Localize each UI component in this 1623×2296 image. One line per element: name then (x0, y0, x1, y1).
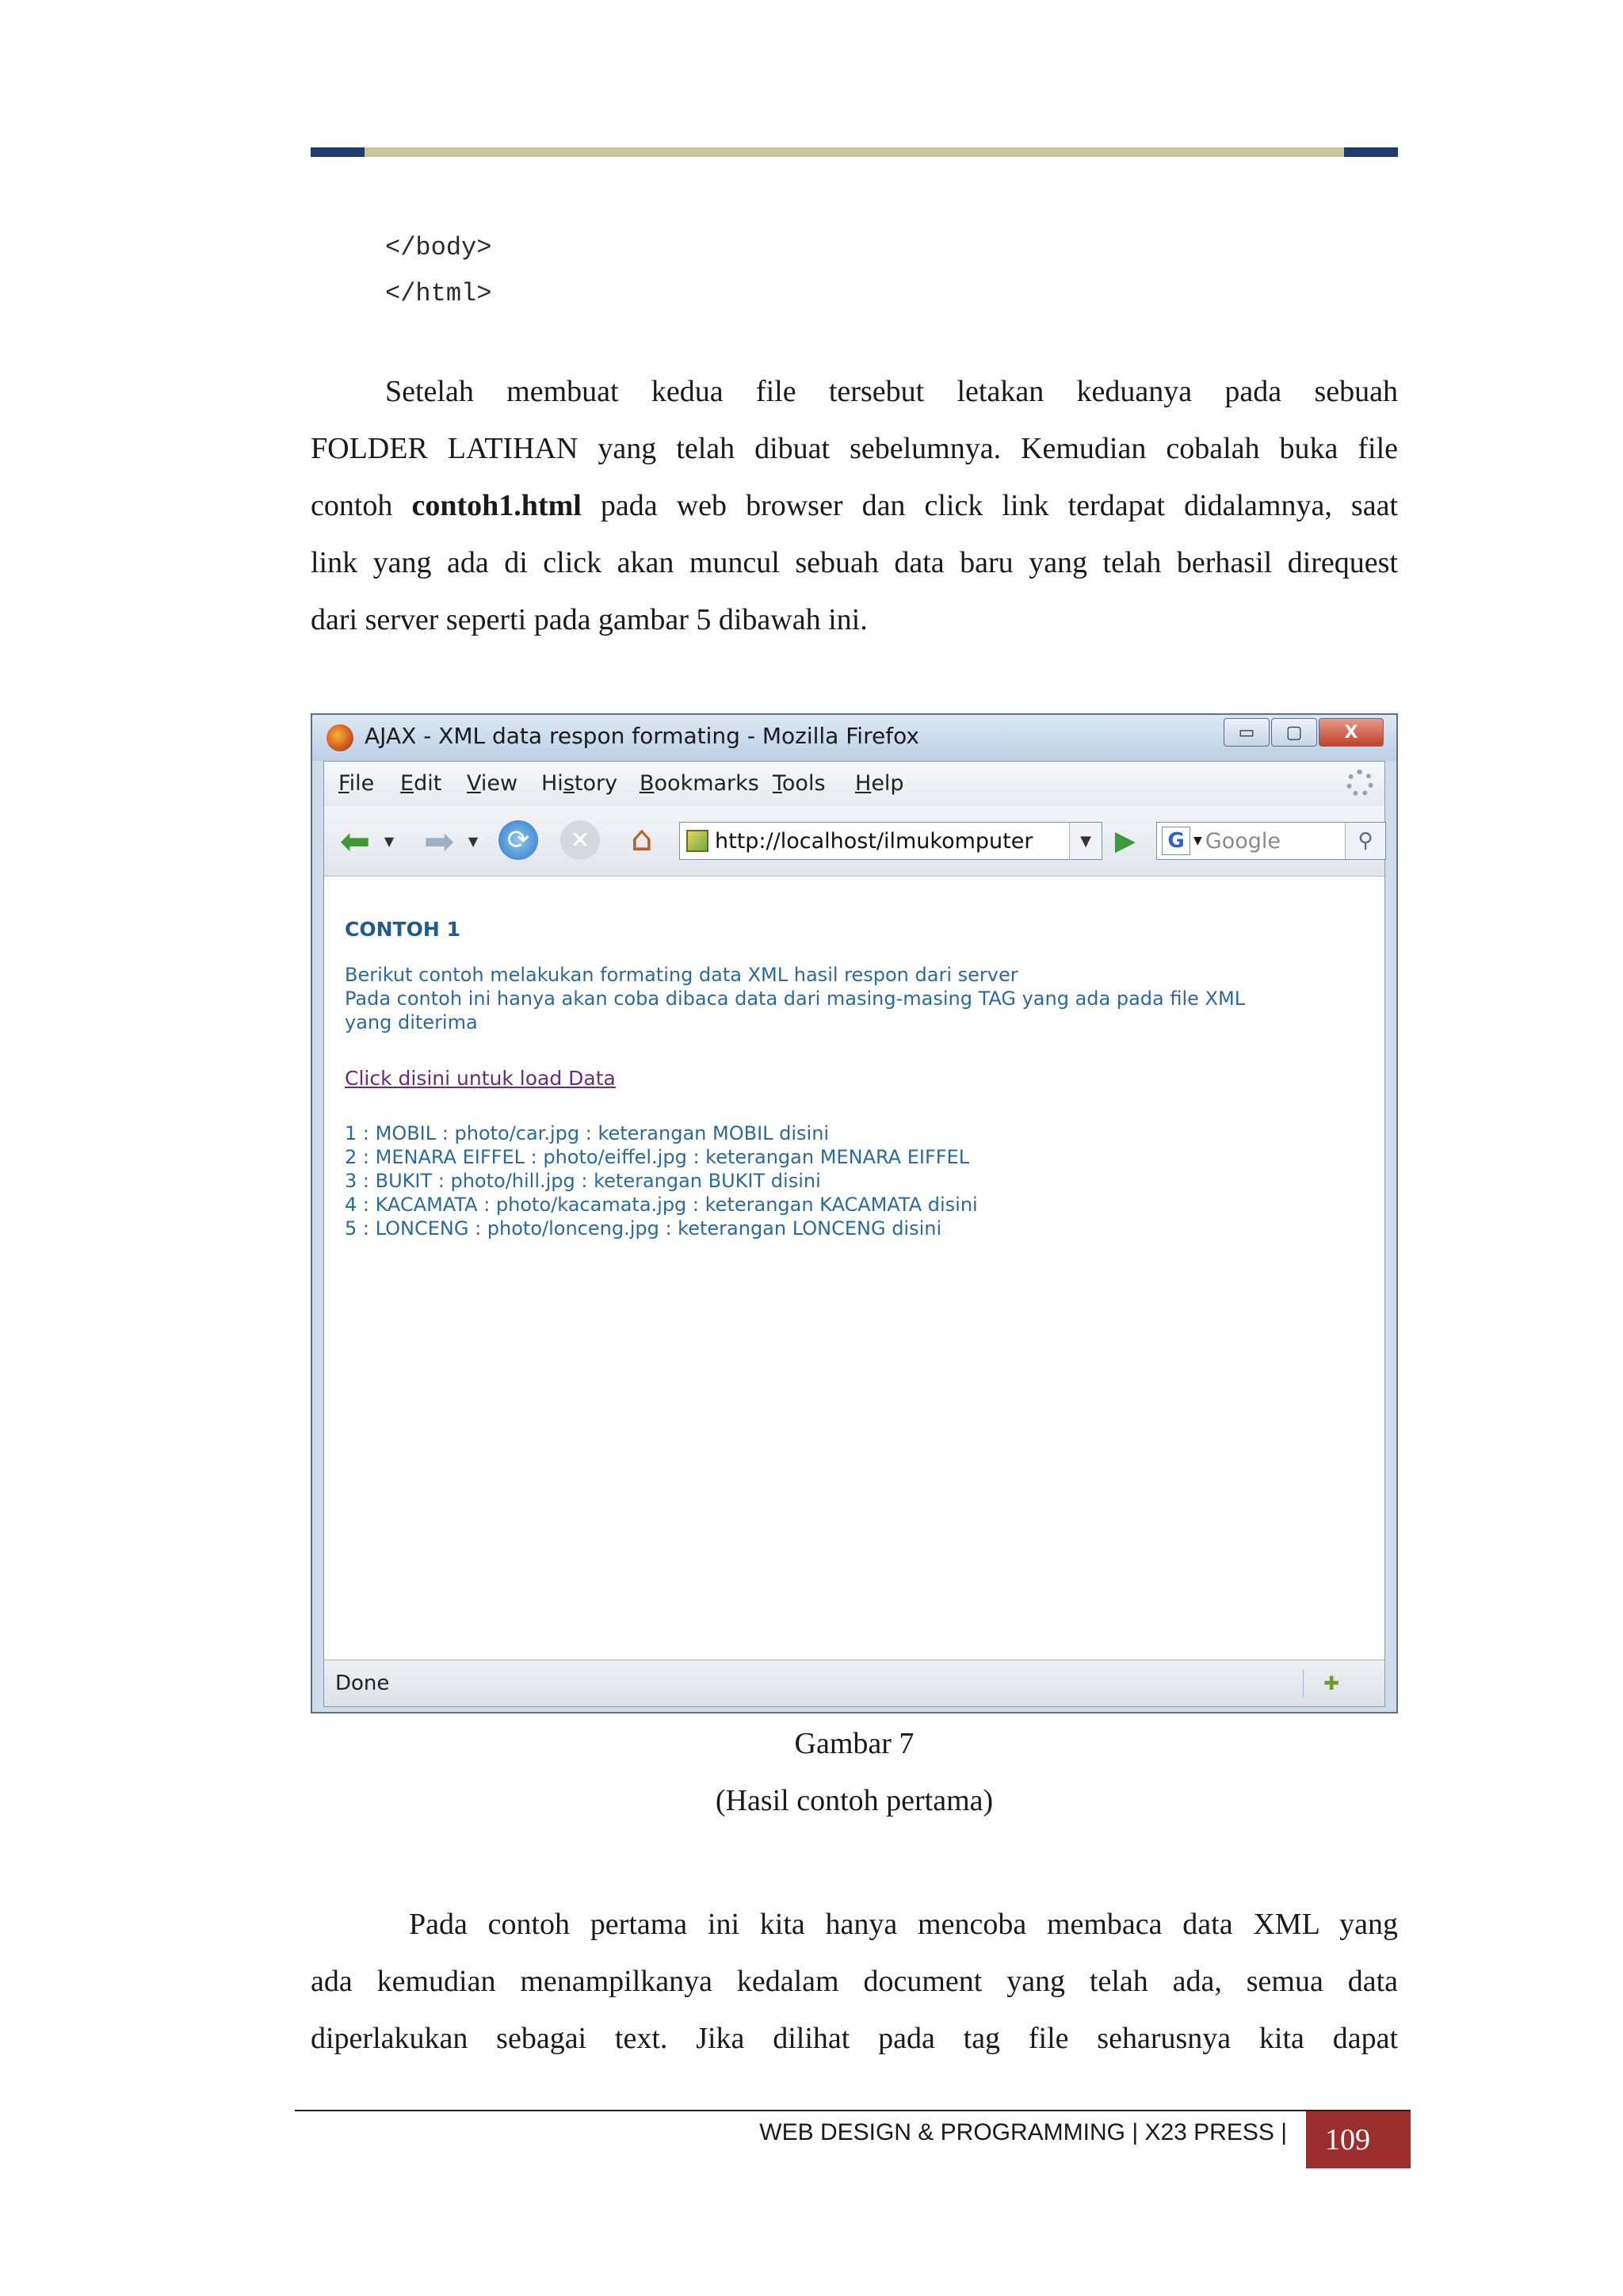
menu-history[interactable]: History (541, 771, 618, 796)
header-rule-middle (365, 147, 1344, 157)
header-rule (311, 147, 1398, 157)
maximize-button[interactable]: ▢ (1271, 718, 1317, 747)
url-dropdown-icon[interactable]: ▼ (1069, 823, 1102, 859)
result-item: 3 : BUKIT : photo/hill.jpg : keterangan BUKIT disini (345, 1170, 821, 1192)
text-run: pada web browser dan click link terdapat didalamnya, saat (581, 489, 1398, 522)
header-rule-left-cap (311, 147, 365, 157)
header-rule-right-cap (1344, 147, 1398, 157)
content-description: Pada contoh ini hanya akan coba dibaca data dari masing-masing TAG yang ada pada file XML (345, 988, 1246, 1010)
paragraph-line: dari server seperti pada gambar 5 dibawah ini. (311, 603, 868, 636)
engine-dropdown-icon[interactable]: ▼ (1193, 835, 1202, 847)
load-data-link[interactable]: Click disini untuk load Data (345, 1067, 616, 1090)
code-line-html-close: </html> (385, 279, 492, 308)
browser-screenshot (311, 713, 1398, 1713)
address-bar[interactable] (679, 822, 1102, 860)
browser-frame (323, 761, 1385, 1707)
forward-history-dropdown-icon[interactable]: ▼ (468, 833, 479, 849)
firefox-logo-icon (327, 724, 353, 751)
menu-edit[interactable]: Edit (400, 771, 442, 796)
paragraph-line: Pada contoh pertama ini kita hanya mencoba membaca data XML yang (409, 1908, 1398, 1941)
minimize-button[interactable]: ▭ (1224, 718, 1270, 747)
paragraph-line: Setelah membuat kedua file tersebut letakan keduanya pada sebuah (385, 375, 1398, 408)
menu-view[interactable]: View (467, 771, 518, 796)
site-favicon-icon (686, 830, 708, 852)
activity-throbber-icon (1346, 770, 1373, 797)
close-button[interactable]: X (1319, 718, 1384, 747)
result-item: 1 : MOBIL : photo/car.jpg : keterangan MOBIL disini (345, 1122, 830, 1144)
menu-help[interactable]: Help (855, 771, 904, 796)
window-title: AJAX - XML data respon formating - Mozilla Firefox (365, 723, 919, 749)
content-description: yang diterima (345, 1011, 478, 1033)
page-number: 109 (1306, 2111, 1411, 2168)
forward-arrow-icon[interactable]: ➡ (423, 819, 455, 862)
footer-title: WEB DESIGN & PROGRAMMING | X23 PRESS | (759, 2119, 1287, 2145)
window-controls (1224, 718, 1384, 747)
text-run: contoh (311, 489, 412, 522)
url-text[interactable]: http://localhost/ilmukomputer (715, 828, 1033, 854)
result-item: 2 : MENARA EIFFEL : photo/eiffel.jpg : keterangan MENARA EIFFEL (345, 1146, 970, 1168)
go-arrow-icon[interactable]: ▶ (1114, 827, 1136, 856)
google-engine-icon[interactable]: G (1162, 827, 1190, 855)
result-item: 5 : LONCENG : photo/lonceng.jpg : keterangan LONCENG disini (345, 1217, 942, 1240)
paragraph-line: diperlakukan sebagai text. Jika dilihat pada tag file seharusnya kita dapat (311, 2022, 1398, 2055)
status-bar (324, 1660, 1384, 1706)
paragraph-explanation (311, 1896, 1398, 2067)
status-text: Done (335, 1671, 390, 1695)
search-placeholder[interactable]: Google (1205, 828, 1281, 854)
figure-caption-title: Gambar 7 (794, 1727, 915, 1760)
footer-rule (295, 2110, 1411, 2111)
navigation-toolbar (324, 806, 1384, 877)
content-description: Berikut contoh melakukan formating data XML hasil respon dari server (345, 964, 1018, 986)
paragraph-line: ada kemudian menampilkanya kedalam document yang telah ada, semua data (311, 1965, 1398, 1998)
menu-file[interactable]: File (338, 771, 375, 796)
back-history-dropdown-icon[interactable]: ▼ (384, 833, 395, 849)
filename-bold: contoh1.html (411, 489, 582, 522)
search-magnifier-icon[interactable]: ⚲ (1345, 823, 1385, 859)
paragraph-line (311, 477, 1398, 534)
search-bar[interactable] (1156, 822, 1386, 860)
menu-tools[interactable]: Tools (773, 771, 826, 796)
reload-icon[interactable]: ⟳ (498, 820, 538, 860)
result-item: 4 : KACAMATA : photo/kacamata.jpg : keterangan KACAMATA disini (345, 1194, 978, 1216)
paragraph-line: FOLDER LATIHAN yang telah dibuat sebelumnya. Kemudian cobalah buka file (311, 432, 1398, 465)
menu-bookmarks[interactable]: Bookmarks (640, 771, 759, 796)
content-heading: CONTOH 1 (345, 918, 460, 941)
menu-bar (324, 762, 1384, 806)
window-titlebar (312, 715, 1396, 761)
figure-caption-subtitle: (Hasil contoh pertama) (715, 1784, 994, 1817)
code-line-body-close: </body> (385, 233, 492, 262)
addon-status-icon[interactable]: ✚ (1303, 1670, 1345, 1697)
page-content (324, 877, 1384, 1660)
paragraph-intro (311, 363, 1398, 648)
back-arrow-icon[interactable]: ⬅ (339, 819, 371, 862)
stop-icon[interactable]: ✕ (560, 820, 600, 860)
paragraph-line: link yang ada di click akan muncul sebuah data baru yang telah berhasil direquest (311, 546, 1398, 579)
home-icon[interactable]: ⌂ (631, 818, 653, 859)
